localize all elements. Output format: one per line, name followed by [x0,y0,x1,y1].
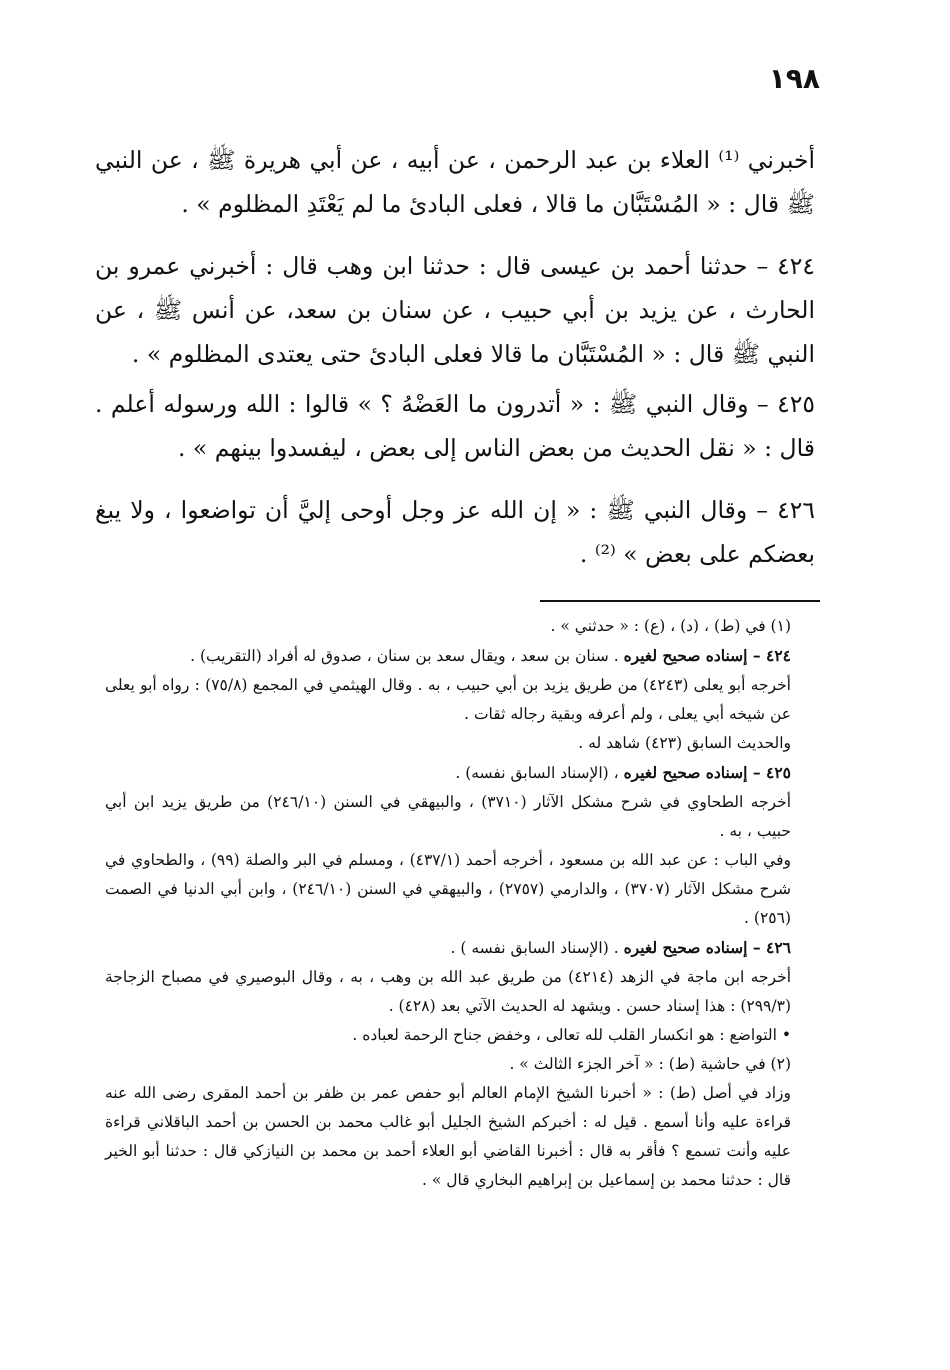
hadith-paragraph-425: ٤٢٥ – وقال النبي ﷺ : « أتدرون ما العَضْهُ ؟ » قالوا : الله ورسوله أعلم . قال : « نقل الحديث من بعض الناس إلى بعض ، ليفسدوا بينهم » . [95,390,815,462]
footnote-426-grade: ٤٢٦ – إسناده صحيح لغيره [623,938,791,957]
footnote-425-heading [105,758,815,788]
main-text [95,138,815,576]
footnote-1: (١) في (ط) ، (د) ، (ع) : « حدثني » . [550,617,791,635]
footnote-2-addition: وزاد في أصل (ط) : « أخبرنا الشيخ الإمام العالم أبو حفص عمر بن ظفر بن أحمد المقرى رضى الله عنه قراءة عليه وأنا أسمع . قيل له : أخبركم الشيخ الجليل أبو غالب محمد بن الحسن بن أحمد الباقلاني قراءة عليه وأنت تسمع ؟ فأقر به قال : أخبرنا القاضي أبو العلاء أحمد بن محمد بن النيازكي قال : حدثنا أبو الخير قال : حدثنا محمد بن إسماعيل بن إبراهيم البخاري قال » . [105,1084,791,1189]
footnote-424-heading [105,641,815,671]
footnote-424-takhrij: أخرجه أبو يعلى (٤٢٤٣) من طريق يزيد بن أبي حبيب ، به . وقال الهيثمي في المجمع (٧٥/٨) : رواه أبو يعلى عن شيخه أبي يعلى ، ولم أعرفه وبقية رجاله ثقات . [105,676,791,723]
page-number: ١٩٨ [768,62,820,95]
footnotes [105,612,815,1195]
footnote-425-note: ، (الإسناد السابق نفسه) . [455,764,624,782]
footnote-424-grade: ٤٢٤ – إسناده صحيح لغيره [623,646,791,665]
footnote-426-takhrij: أخرجه ابن ماجة في الزهد (٤٢١٤) من طريق عبد الله بن وهب ، به ، وقال البوصيري في مصباح الزجاجة (٢٩٩/٣) : هذا إسناد حسن . ويشهد له الحديث الآتي بعد (٤٢٨) . [105,968,791,1015]
footnote-425-grade: ٤٢٥ – إسناده صحيح لغيره [623,763,791,782]
footnote-424-witness: والحديث السابق (٤٢٣) شاهد له . [578,734,791,752]
footnote-tawadu-definition: • التواضع : هو انكسار القلب لله تعالى ، وخفض جناح الرحمة لعباده . [352,1026,791,1044]
footnote-424-note: . سنان بن سعد ، ويقال سعد بن سنان ، صدوق له أفراد (التقريب) . [190,647,624,665]
footnote-426-heading [105,933,815,963]
hadith-paragraph-426: ٤٢٦ – وقال النبي ﷺ : « إن الله عز وجل أوحى إليَّ أن تواضعوا ، ولا يبغ بعضكم على بعض » ⁽²⁾ . [95,496,815,568]
footnote-425-bab: وفي الباب : عن عبد الله بن مسعود ، أخرجه أحمد (٤٣٧/١) ، ومسلم في البر والصلة (٩٩) ، والطحاوي في شرح مشكل الآثار (٣٧٠٧) ، والدارمي (٢٧٥٧) ، والبيهقي في السنن (٢٤٦/١٠) ، وابن أبي الدنيا في الصمت (٢٥٦) . [105,851,791,927]
footnote-2: (٢) في حاشية (ط) : « آخر الجزء الثالث » . [509,1055,791,1073]
hadith-paragraph-424: ٤٢٤ – حدثنا أحمد بن عيسى قال : حدثنا ابن وهب قال : أخبرني عمرو بن الحارث ، عن يزيد بن أبي حبيب ، عن سنان بن سعد، عن أنس ﷺ ، عن النبي ﷺ قال : « المُسْتَبَّان ما قالا فعلى البادئ حتى يعتدى المظلوم » . [95,252,815,368]
footnote-425-takhrij: أخرجه الطحاوي في شرح مشكل الآثار (٣٧١٠) ، والبيهقي في السنن (٢٤٦/١٠) من طريق يزيد ابن أبي حبيب ، به . [105,793,791,840]
hadith-paragraph-1: أخبرني ⁽¹⁾ العلاء بن عبد الرحمن ، عن أبيه ، عن أبي هريرة ﷺ ، عن النبي ﷺ قال : « المُسْتَبَّان ما قالا ، فعلى البادئ ما لم يَعْتَدِ المظلوم » . [95,146,815,218]
footnote-426-note: . (الإسناد السابق نفسه ) . [450,939,624,957]
footnote-divider [540,600,820,602]
